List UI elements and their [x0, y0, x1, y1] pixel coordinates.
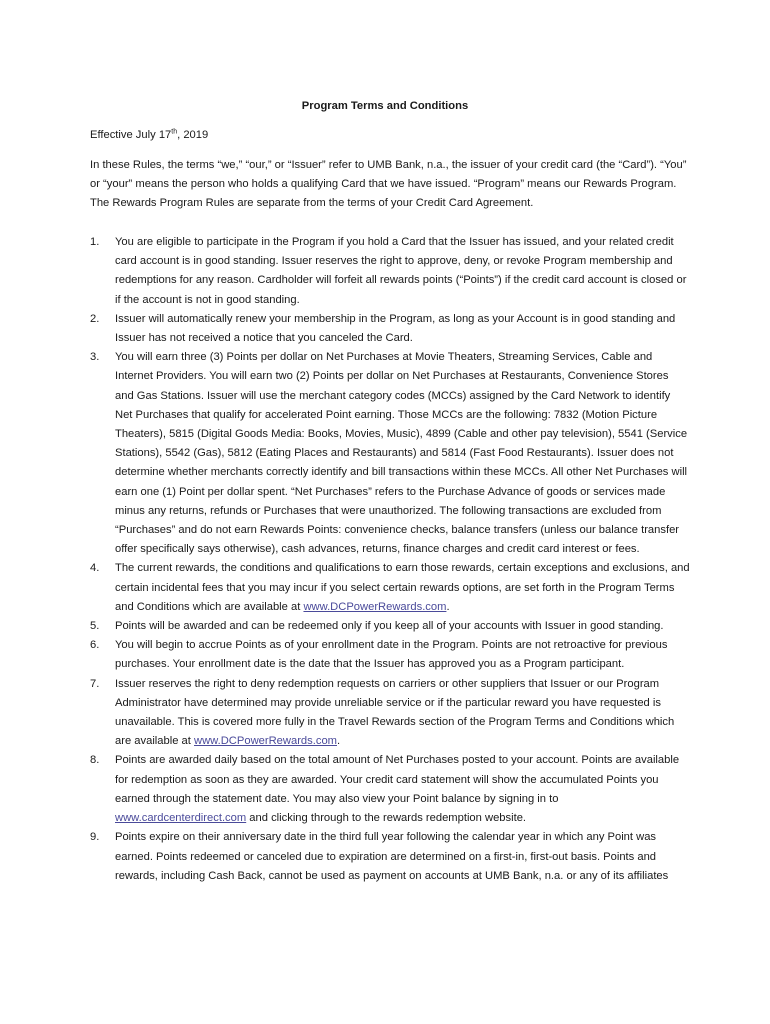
- intro-paragraph: In these Rules, the terms “we,” “our,” or “Issuer” refer to UMB Bank, n.a., the issuer of your credit card (the “Card”). “You” or “your” means the person who holds a qualifying Card that we have issued. “Program” means our Rewards Program. The Rewards Program Rules are separate from the terms of your Credit Card Agreement.: [90, 159, 687, 210]
- item-number: 4.: [90, 562, 100, 575]
- item-text: Issuer reserves the right to deny redemption requests on carriers or other suppliers that Issuer or our Program Administrator have determined may provide unreliable service or if the particular reward you have requested is unavailable. This is covered more fully in the Travel Rewards section of the Program Terms and Conditions which are available at: [115, 677, 675, 748]
- item-number: 6.: [90, 639, 100, 652]
- item-text-end: .: [336, 735, 341, 748]
- item-number: 3.: [90, 351, 100, 364]
- dcpowerrewards-link[interactable]: www.DCPowerRewards.com: [194, 735, 337, 748]
- effective-date-prefix: Effective July 17: [90, 129, 172, 141]
- item-text: Points expire on their anniversary date in the third full year following the calendar year in which any Point was earned. Points redeemed or canceled due to expiration are determined on a first-in, first-out basis. Points and rewards, including Cash Back, cannot be used as payment on accounts at UMB Bank, n.a. or any of its affiliates: [115, 831, 669, 882]
- effective-date-ordinal: th: [171, 128, 178, 136]
- effective-date: [90, 128, 208, 142]
- item-number: 9.: [90, 831, 100, 844]
- item-text: Points are awarded daily based on the total amount of Net Purchases posted to your account. Points are available for redemption as soon as they are awarded. Your credit card statement will show the accumulated Points you earned through the statement date. You may also view your Point balance by signing in to: [115, 754, 680, 805]
- list-item: [90, 559, 690, 617]
- item-text: Issuer will automatically renew your membership in the Program, as long as your Account is in good standing and Issuer has not received a notice that you canceled the Card.: [115, 312, 676, 345]
- dcpowerrewards-link[interactable]: www.DCPowerRewards.com: [303, 600, 447, 613]
- item-number: 8.: [90, 754, 100, 767]
- item-text: Points will be awarded and can be redeemed only if you keep all of your accounts with Issuer in good standing.: [115, 620, 664, 633]
- item-number: 1.: [90, 236, 100, 248]
- list-item: [90, 751, 690, 828]
- cardcenterdirect-link[interactable]: www.cardcenterdirect.com: [115, 812, 247, 825]
- list-item: [90, 636, 690, 674]
- list-item: [90, 310, 690, 348]
- item-number: 2.: [90, 312, 100, 325]
- item-text-end: .: [446, 600, 450, 613]
- list-item: [90, 675, 690, 752]
- list-item: [90, 617, 690, 636]
- item-text: You are eligible to participate in the Program if you hold a Card that the Issuer has issued, and your related credit card account is in good standing. Issuer reserves the right to approve, deny, or revoke Program membership and redemptions for any reason. Cardholder will forfeit all rewards points (“Points”) if the credit card account is closed or if the account is not in good standing.: [115, 236, 687, 306]
- item-text-end: and clicking through to the rewards redemption website.: [246, 812, 527, 825]
- item-number: 5.: [90, 620, 100, 633]
- list-item: [90, 233, 690, 310]
- effective-date-year: , 2019: [177, 129, 209, 141]
- list-item: [90, 348, 690, 559]
- terms-list: [90, 233, 690, 886]
- item-number: 7.: [90, 677, 100, 690]
- item-text: You will begin to accrue Points as of your enrollment date in the Program. Points are not retroactive for previous purchases. Your enrollment date is the date that the Issuer has approved you as a Program participant.: [115, 639, 668, 671]
- item-text: The current rewards, the conditions and qualifications to earn those rewards, certain exceptions and exclusions, and certain incidental fees that you may incur if you select certain rewards options, are set forth in the Program Terms and Conditions which are available at: [115, 562, 690, 613]
- list-item: [90, 828, 690, 886]
- item-text: You will earn three (3) Points per dollar on Net Purchases at Movie Theaters, Streaming Services, Cable and Internet Providers. You will earn two (2) Points per dollar on Net Purchases at Restaurants, Convenience Stores and Gas Stations. Issuer will use the merchant category codes (MCCs) assigned by the Card Network to identify Net Purchases that qualify for accelerated Point earning. Those MCCs are the following: 7832 (Motion Picture Theaters), 5815 (Digital Goods Media: Books, Movies, Music), 4899 (Cable and other pay television), 5541 (Service Stations), 5542 (Gas), 5812 (Eating Places and Restaurants) and 5814 (Fast Food Restaurants). Issuer does not determine whether merchants correctly identify and bill transactions within these MCCs. All other Net Purchases will earn one (1) Point per dollar spent. “Net Purchases” refers to the Purchase Advance of goods or services made minus any returns, refunds or Purchases that were unauthorized. The following transactions are excluded from “Purchases” and do not earn Rewards Points: convenience checks, balance transfers (unless our balance transfer offer specifically says otherwise), cash advances, returns, finance charges and credit card interest or fees.: [115, 351, 688, 556]
- document-title: Program Terms and Conditions: [301, 100, 469, 112]
